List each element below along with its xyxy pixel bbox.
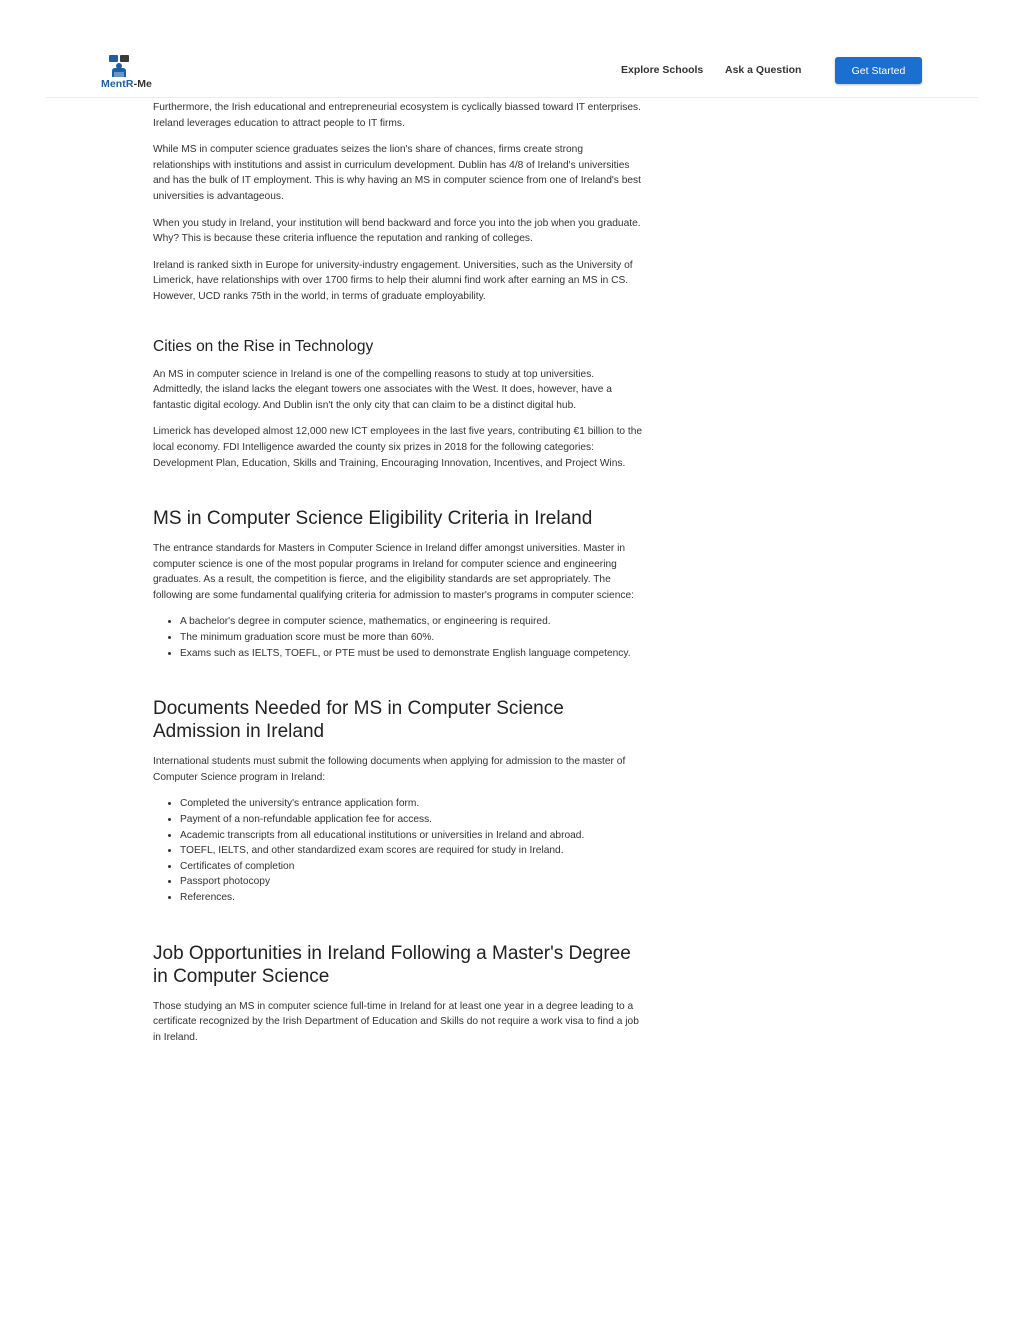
jobs-heading: Job Opportunities in Ireland Following a Master's Degree in Computer Science [153,942,631,987]
nav-ask-question[interactable]: Ask a Question [725,64,802,76]
logo-link[interactable] [101,54,157,92]
eligibility-heading: MS in Computer Science Eligibility Criteria in Ireland [153,508,593,530]
intro-paragraph: Ireland is ranked sixth in Europe for university-industry engagement. Universities, such as the University of Limerick, have relationships with over 1700 firms to help their alumni find work after earning an MS in CS. However, UCD ranks 75th in the world, in terms of graduate employability. [153,259,633,302]
list-item: • Passport photocopy [180,874,643,890]
documents-heading: Documents Needed for MS in Computer Science Admission in Ireland [153,698,564,743]
list-item: • Exams such as IELTS, TOEFL, or PTE must be used to demonstrate English language competency. [180,646,643,662]
intro-paragraph: When you study in Ireland, your institution will bend backward and force you into the job when you graduate. Why? This is because these criteria influence the reputation and ranking of colleges. [153,217,641,245]
logo-icon [107,54,131,78]
logo-text-suffix: -Me [133,78,152,90]
cities-heading: Cities on the Rise in Technology [153,337,374,355]
list-item: • Payment of a non-refundable application fee for access. [180,812,643,828]
list-item: • A bachelor's degree in computer science, mathematics, or engineering is required. [180,614,643,630]
list-item: • The minimum graduation score must be more than 60%. [180,630,643,646]
intro-paragraph: Furthermore, the Irish educational and entrepreneurial ecosystem is cyclically biassed toward IT enterprises. Ireland leverages education to attract people to IT firms. [153,102,641,129]
list-item: • TOEFL, IELTS, and other standardized exam scores are required for study in Ireland. [180,843,643,859]
list-item: • Academic transcripts from all educational institutions or universities in Ireland and abroad. [180,828,643,844]
logo-text-main: MentR [101,78,134,90]
logo-wordmark [101,78,152,90]
cities-paragraph: Limerick has developed almost 12,000 new ICT employees in the last five years, contributing €1 billion to the local economy. FDI Intelligence awarded the county six prizes in 2018 for the following categories: Development Plan, Education, Skills and Training, Encouraging Innovation, Incentives, and Project Wins. [153,426,643,469]
list-item: • References. [180,890,643,906]
documents-paragraph: International students must submit the following documents when applying for admission to the master of Computer Science program in Ireland: [153,756,626,783]
list-item: • Certificates of completion [180,859,643,875]
article-body [153,100,643,1056]
eligibility-list [153,614,643,661]
jobs-paragraph: Those studying an MS in computer science full-time in Ireland for at least one year in a degree leading to a certificate recognized by the Irish Department of Education and Skills do not require a work visa to find a job in Ireland. [153,1000,639,1043]
cities-paragraph: An MS in computer science in Ireland is one of the compelling reasons to study at top universities. Admittedly, the island lacks the elegant towers one associates with the West. It does, however, have a fantastic digital ecology. And Dublin isn't the only city that can claim to be a distinct digital hub. [153,368,612,411]
eligibility-paragraph: The entrance standards for Masters in Computer Science in Ireland differ amongst universities. Master in computer science is one of the most popular programs in Ireland for computer science and engineering graduates. As a result, the competition is fierce, and the eligibility standards are set appropriately. The following are some fundamental qualifying criteria for admission to master's programs in computer science: [153,543,634,601]
intro-paragraph: While MS in computer science graduates seizes the lion's share of chances, firms create strong relationships with institutions and assist in curriculum development. Dublin has 4/8 of Ireland's universities and has the bulk of IT employment. This is why having an MS in computer science from one of Ireland's best universities is advantageous. [153,144,641,202]
get-started-button[interactable]: Get Started [835,57,922,84]
list-item: • Completed the university's entrance application form. [180,796,643,812]
documents-list [153,796,643,905]
nav-explore-schools[interactable]: Explore Schools [621,64,704,76]
site-header [46,0,978,98]
